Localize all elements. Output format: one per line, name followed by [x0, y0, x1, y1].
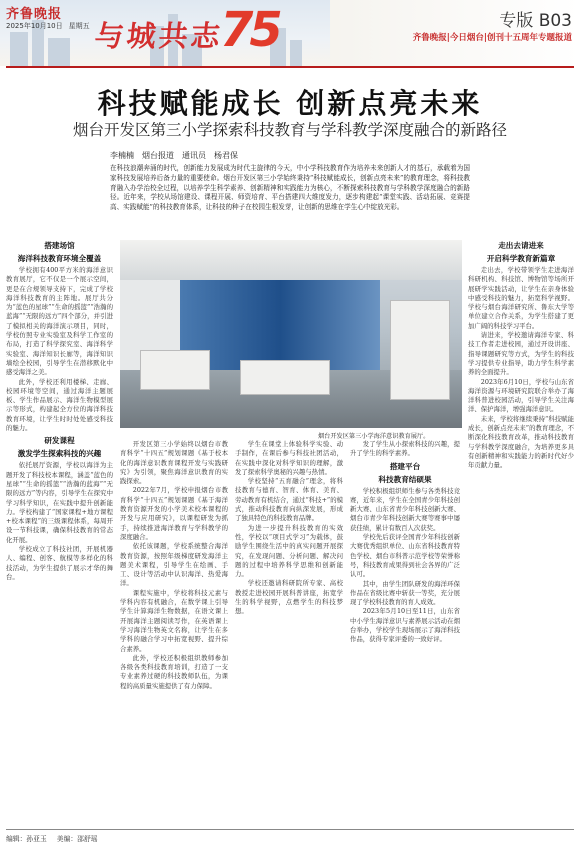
byline-item: 李楠楠 [110, 151, 134, 160]
designer-credit: 美编：邵舒瑶 [56, 835, 98, 843]
body-paragraph: 2023年5月10日至11日，山东省中小学生海洋意识与素养展示活动在烟台举办，学校学生现场展示了海洋科技作品，获得专家评委的一致好评。 [350, 607, 460, 644]
body-paragraph: 课程实施中，学校将科技元素与学科内容有机融合，在数学课上引导学生计算海洋生物数据，在语文课上开展海洋主题阅读写作，在英语课上学习海洋生物英文名称，让学生在多学科的融合学习中拓宽视野、提升综合素养。 [120, 588, 228, 653]
byline-item: 杨君保 [214, 151, 238, 160]
article-column-2 [120, 440, 228, 826]
section-heading: 激发学生探索科技的兴趣 [17, 449, 102, 459]
body-paragraph: 学校还邀请科研院所专家、高校教授走进校园开展科普讲座，拓宽学生的科学视野，点燃学生的科技梦想。 [235, 579, 343, 616]
section-heading: 搭建场馆 [44, 241, 75, 250]
body-paragraph: 此外，学校还积极组织教师参加各级各类科技教育培训，打造了一支专业素养过硬的科技教师队伍，为课程的高质量实施提供了有力保障。 [120, 653, 228, 690]
article-column-3 [235, 440, 343, 826]
article-column-4 [350, 440, 460, 826]
issue-date: 2025年10月10日 [6, 22, 63, 30]
anniversary-number: 75 [220, 2, 279, 58]
skyline-building [10, 32, 28, 66]
article-column-5 [468, 238, 574, 826]
photo-display-case [390, 300, 450, 400]
section-heading: 海洋科技教育环境全覆盖 [17, 254, 102, 263]
body-paragraph: 学校积极组织师生参与各类科技竞赛，近年来，学生在全国青少年科技创新大赛、山东省青少年科技创新大赛、烟台市青少年科技创新大赛等赛事中屡获佳绩，累计有数百人次获奖。 [350, 486, 460, 532]
edition-label: 专版 B03 [499, 11, 572, 31]
body-paragraph: 开发区第三小学始终以烟台市教育科学“十四五”规划课题《基于校本化的海洋意识教育课程开发与实践研究》为引领，聚焦海洋意识教育的实践探索。 [120, 440, 228, 486]
section-heading: 搭建平台 [389, 461, 421, 471]
byline-item: 烟台报道 [142, 151, 174, 160]
photo-caption: 烟台开发区第三小学海洋意识教育展厅。 [318, 433, 430, 440]
photo-display-case [240, 360, 330, 395]
section-heading: 科技教育结硕果 [378, 474, 432, 484]
body-paragraph: 2022年7月，学校申报烟台市教育科学“十四五”规划课题《基于海洋教育资源开发的小学美术校本课程的开发与应用研究》，以课程研发为抓手，持续推进海洋教育与学科教学的深度融合。 [120, 486, 228, 541]
byline [110, 150, 246, 161]
body-paragraph: 学校坚持“五育融合”理念，将科技教育与德育、智育、体育、美育、劳动教育有机结合，通过“科技+”的模式，推动科技教育向纵深发展，形成了独具特色的科技教育品牌。 [235, 477, 343, 523]
body-paragraph: 请进来，学校邀请海洋专家、科技工作者走进校园，通过开设讲座、指导课题研究等方式，为学生的科技学习提供专业指导，助力学生科学素养的全面提升。 [468, 331, 574, 377]
editor-credit: 编辑：孙亚玉 [6, 835, 47, 843]
body-paragraph: 未来，学校将继续秉持“科技赋能成长，创新点亮未来”的教育理念，不断深化科技教育改革，推动科技教育与学科教学深度融合，为培养更多具有创新精神和实践能力的新时代好少年贡献力量。 [468, 414, 574, 470]
skyline-building [290, 40, 302, 66]
article-column-1 [6, 238, 113, 826]
masthead-banner [0, 0, 580, 66]
body-paragraph: 学校拥有400平方米的海洋意识教育展厅，它不仅是一个展示空间，更是在合规领导支持下，完成了学校海洋科技教育的主阵地。展厅共分为“蓝色的星球”“生命的摇篮”“浩瀚的蓝海”“无限的远方”四个部分，并引进了模拟相关的海洋演示项目，同时，学校仿照专业实验室及科学工作室的布局，打造了科学探究室、海洋科学实验室、海洋知识长廊等，海洋知识墙绘全校园，引导学生在潜移默化中感受海洋之美。 [6, 266, 113, 377]
byline-item: 通讯员 [182, 151, 206, 160]
exhibition-hall-photo [120, 240, 462, 428]
column-title: 与城共志 [93, 19, 225, 53]
section-heading: 开启科学教育新篇章 [486, 254, 556, 263]
headline: 科技赋能成长 创新点亮未来 [97, 87, 483, 120]
body-paragraph: 发了学生从小探索科技的兴趣，提升了学生的科学素养。 [350, 440, 460, 458]
skyline-building [48, 38, 70, 66]
subheadline: 烟台开发区第三小学探索科技教育与学科教学深度融合的新路径 [72, 121, 507, 139]
body-paragraph: 2023年6月10日，学校与山东省海洋资源与环境研究院联合举办了海洋科普进校园活动，引导学生关注海洋、保护海洋，增强海洋意识。 [468, 377, 574, 414]
photo-blue-display-wall [180, 280, 380, 370]
footer-rule [6, 829, 574, 830]
section-heading: 走出去请进来 [498, 241, 544, 250]
masthead-rule [6, 66, 574, 68]
edition-slogan: 齐鲁晚报|今日烟台|创刊十五周年专题报道 [412, 33, 572, 43]
photo-display-case [140, 350, 210, 390]
lead-paragraph: 在科技浪潮奔涌的时代，创新能力发展成为时代主旋律的今天，中小学科技教育作为培养未来创新人才的基石，承载着为国家科技发展培养后备力量的重要使命。烟台开发区第三小学始终秉持“科技赋能成长，创新点亮未来”的教育理念，将科技教育融入办学治校全过程，以培养学生科学素养、创新精神和实践能力为核心，不断探索科技教育与学科教学深度融合的新路径。近年来，学校从场馆建设、课程开展、师资培育、平台搭建四大维度发力，逐步构建起“课堂实践、活动拓展、竞赛提高、实践赋能”的科技教育体系，让科技的种子在校园生根发芽，让创新的思维在学生心中绽放光彩。 [110, 164, 470, 212]
body-paragraph: 走出去，学校带领学生走进海洋科研机构、科技馆、博物馆等场所开展研学实践活动，让学生在亲身体验中感受科技的魅力，拓宽科学视野。学校与烟台海洋研究所、鲁东大学等单位建立合作关系，为学生搭建了更加广阔的科技学习平台。 [468, 266, 574, 330]
body-paragraph: 依托该课题，学校系统整合海洋教育资源，按照年级梯度研发海洋主题美术课程，引导学生在绘画、手工、设计等活动中认识海洋、热爱海洋。 [120, 542, 228, 588]
photo-ceiling [120, 240, 462, 280]
body-paragraph: 学校成立了科技社团，开展机器人、编程、创客、航模等多样化的科技活动，为学生提供了展示才华的舞台。 [6, 545, 113, 581]
dateline [6, 21, 96, 31]
body-paragraph: 依托展厅资源，学校以海洋为主题开发了科技校本课程，涵盖“蓝色的星球”“生命的摇篮”“浩瀚的蓝海”“无限的远方”等内容，引导学生在探究中学习科学知识，在实践中提升创新能力。学校构建了“国家课程+地方课程+校本课程”的三级课程体系，每周开设一节科技课，确保科技教育的常态化开展。 [6, 461, 113, 544]
body-paragraph: 其中，由学生团队研发的海洋环保作品在省级比赛中斩获一等奖，充分展现了学校科技教育的育人成效。 [350, 579, 460, 607]
body-paragraph: 此外，学校还利用楼梯、走廊、校园环境等空间，通过海洋主题展板、学生作品展示、海洋生物模型展示等形式，构建起全方位的海洋科技教育环境，让学生时时处处感受科技的魅力。 [6, 377, 113, 433]
body-paragraph: 学生在课堂上体验科学实验、动手制作，在课后参与科技社团活动，在实践中深化对科学知识的理解，激发了探索科学奥秘的兴趣与热情。 [235, 440, 343, 476]
paper-name: 齐鲁晚报 [6, 7, 63, 22]
body-paragraph: 为进一步提升科技教育的实效性，学校以“项目式学习”为载体，鼓励学生围绕生活中的真实问题开展探究，在发现问题、分析问题、解决问题的过程中培养科学思维和创新能力。 [235, 523, 343, 579]
body-paragraph: 学校先后获评全国青少年科技创新大赛优秀组织单位、山东省科技教育特色学校、烟台市科普示范学校等荣誉称号，科技教育成果得到社会各界的广泛认可。 [350, 533, 460, 579]
issue-weekday: 星期五 [68, 22, 90, 30]
page-footer [6, 833, 108, 843]
section-heading: 研发课程 [44, 436, 75, 446]
